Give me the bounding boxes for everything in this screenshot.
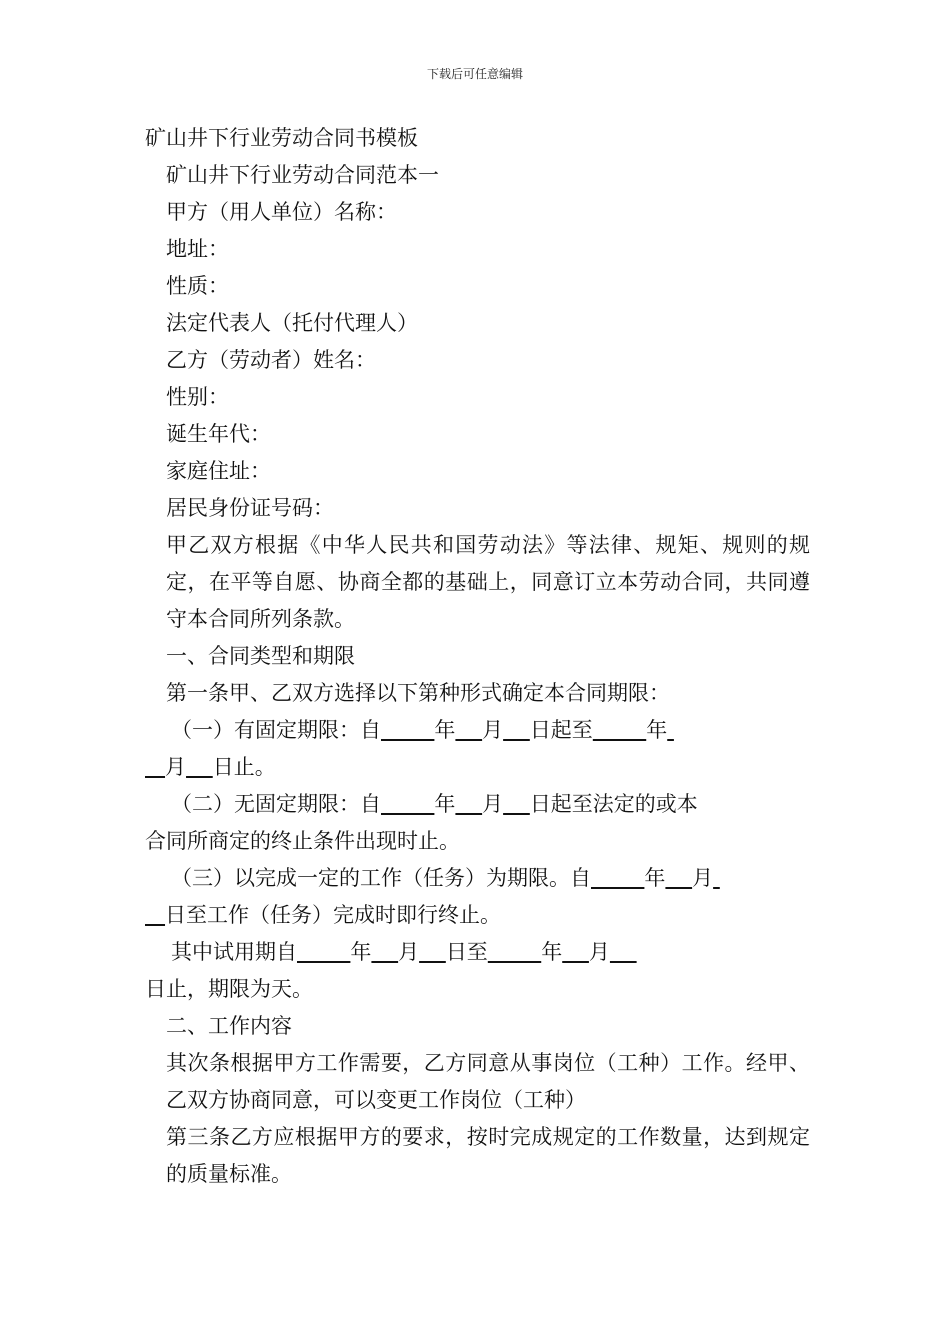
blank-line (297, 940, 350, 964)
blank-line (381, 792, 434, 816)
clause-2-rest: 日起至法定的或本 (529, 792, 698, 816)
blank-line (145, 903, 165, 927)
year-label: 年 (350, 940, 372, 964)
blank-line (610, 940, 637, 964)
blank-line (713, 866, 720, 890)
clause-3-prefix: （三）以完成一定的工作（任务）为期限。自 (171, 866, 591, 890)
intro-paragraph: 甲乙双方根据《中华人民共和国劳动法》等法律、规矩、规则的规定，在平等自愿、协商全都的基础上，同意订立本劳动合同，共同遵守本合同所列条款。 (166, 533, 810, 631)
clause-3-line-2 (145, 897, 810, 934)
article-2: 其次条根据甲方工作需要，乙方同意从事岗位（工种）工作。经甲、乙双方协商同意，可以变更工作岗位（工种） (166, 1051, 810, 1112)
blank-line (455, 792, 482, 816)
document-title: 矿山井下行业劳动合同书模板 (145, 126, 418, 150)
section-1-heading: 一、合同类型和期限 (166, 644, 355, 668)
clause-1-line-1 (145, 712, 810, 749)
month-label: 月 (398, 940, 420, 964)
blank-line (665, 866, 692, 890)
probation-line-2: 日止，期限为天。 (145, 977, 313, 1001)
clause-2-line-1 (145, 786, 810, 823)
blank-line (488, 940, 541, 964)
article-3: 第三条乙方应根据甲方的要求，按时完成规定的工作数量，达到规定的质量标准。 (166, 1125, 810, 1186)
blank-line (455, 718, 482, 742)
blank-line (371, 940, 398, 964)
article-1: 第一条甲、乙双方选择以下第种形式确定本合同期限： (166, 681, 670, 705)
clause-1-line-2 (145, 749, 810, 786)
month-label: 月 (165, 755, 187, 779)
blank-line (593, 718, 646, 742)
year-label: 年 (644, 866, 666, 890)
blank-line (186, 755, 213, 779)
day-label: 日起至 (529, 718, 593, 742)
blank-line (145, 755, 165, 779)
document-subtitle: 矿山井下行业劳动合同范本一 (166, 163, 439, 187)
month-label: 月 (482, 718, 504, 742)
clause-2-prefix: （二）无固定期限：自 (171, 792, 381, 816)
blank-line (562, 940, 589, 964)
year-label: 年 (434, 792, 456, 816)
month-label: 月 (482, 792, 504, 816)
field-nature: 性质： (166, 274, 229, 298)
blank-line (503, 792, 530, 816)
clause-1-end: 日止。 (212, 755, 276, 779)
probation-line-1 (145, 934, 810, 971)
year-label: 年 (646, 718, 668, 742)
probation-prefix: 其中试用期自 (171, 940, 297, 964)
section-2-heading: 二、工作内容 (166, 1014, 292, 1038)
field-legal-representative: 法定代表人（托付代理人） (166, 311, 418, 335)
field-gender: 性别： (166, 385, 229, 409)
year-label: 年 (541, 940, 563, 964)
field-home-address: 家庭住址： (166, 459, 271, 483)
blank-line (419, 940, 446, 964)
day-label: 日至 (445, 940, 488, 964)
month-label: 月 (588, 940, 610, 964)
year-label: 年 (434, 718, 456, 742)
field-birth-year: 诞生年代： (166, 422, 271, 446)
month-label: 月 (692, 866, 714, 890)
field-address: 地址： (166, 237, 229, 261)
blank-line (667, 718, 674, 742)
clause-2-line-2: 合同所商定的终止条件出现时止。 (145, 829, 460, 853)
page-header: 下载后可任意编辑 (426, 67, 523, 81)
blank-line (503, 718, 530, 742)
field-party-a-name: 甲方（用人单位）名称： (166, 200, 397, 224)
blank-line (591, 866, 644, 890)
blank-line (381, 718, 434, 742)
clause-1-prefix: （一）有固定期限：自 (171, 718, 381, 742)
clause-3-end: 日至工作（任务）完成时即行终止。 (165, 903, 502, 927)
field-party-b-name: 乙方（劳动者）姓名： (166, 348, 376, 372)
clause-3-line-1 (145, 860, 810, 897)
document-body (145, 120, 810, 1193)
field-id-number: 居民身份证号码： (166, 496, 334, 520)
